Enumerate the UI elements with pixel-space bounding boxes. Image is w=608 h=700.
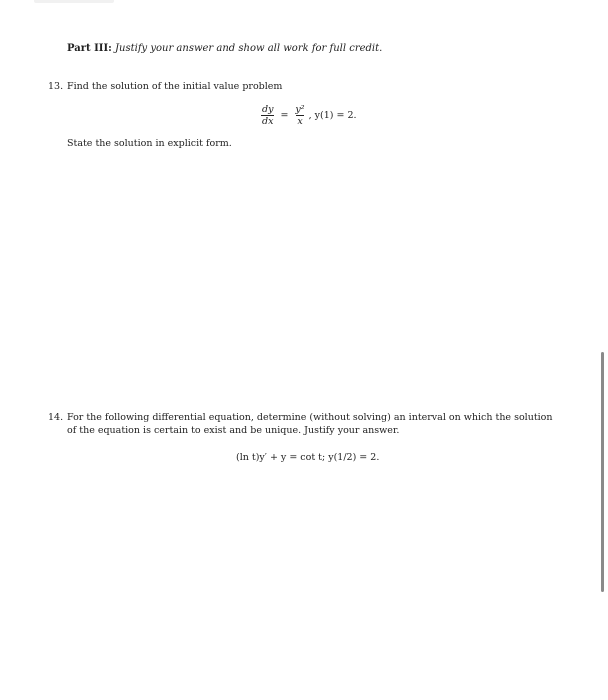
dy-numerator: dy — [262, 104, 274, 115]
part-instruction: Justify your answer and show all work for full credit. — [115, 43, 383, 54]
top-tab-edge — [34, 0, 114, 3]
y2-over-x-fraction — [294, 104, 305, 127]
question-13-text: Find the solution of the initial value problem — [67, 81, 283, 92]
vertical-scrollbar[interactable] — [601, 352, 604, 592]
initial-condition: , y(1) = 2. — [308, 110, 357, 121]
part-label: Part III: — [67, 43, 112, 54]
equals-sign: = — [280, 110, 289, 121]
question-14-equation: (ln t)y′ + y = cot t; y(1/2) = 2. — [236, 452, 380, 463]
question-14 — [48, 412, 553, 436]
question-14-text-line2: of the equation is certain to exist and be unique. Justify your answer. — [67, 425, 400, 436]
question-13-instruction: State the solution in explicit form. — [67, 138, 232, 149]
question-13-equation — [258, 104, 357, 127]
dy-dx-fraction — [261, 104, 274, 127]
question-14-number: 14. — [48, 412, 64, 423]
question-13-number: 13. — [48, 81, 64, 92]
question-14-text-line1: For the following differential equation, determine (without solving) an interval on which the solution — [67, 412, 553, 423]
x-denominator: x — [297, 116, 303, 127]
y2-numerator: y² — [295, 104, 305, 115]
part-heading — [67, 43, 382, 54]
question-13 — [48, 81, 282, 92]
dx-denominator: dx — [262, 116, 274, 127]
